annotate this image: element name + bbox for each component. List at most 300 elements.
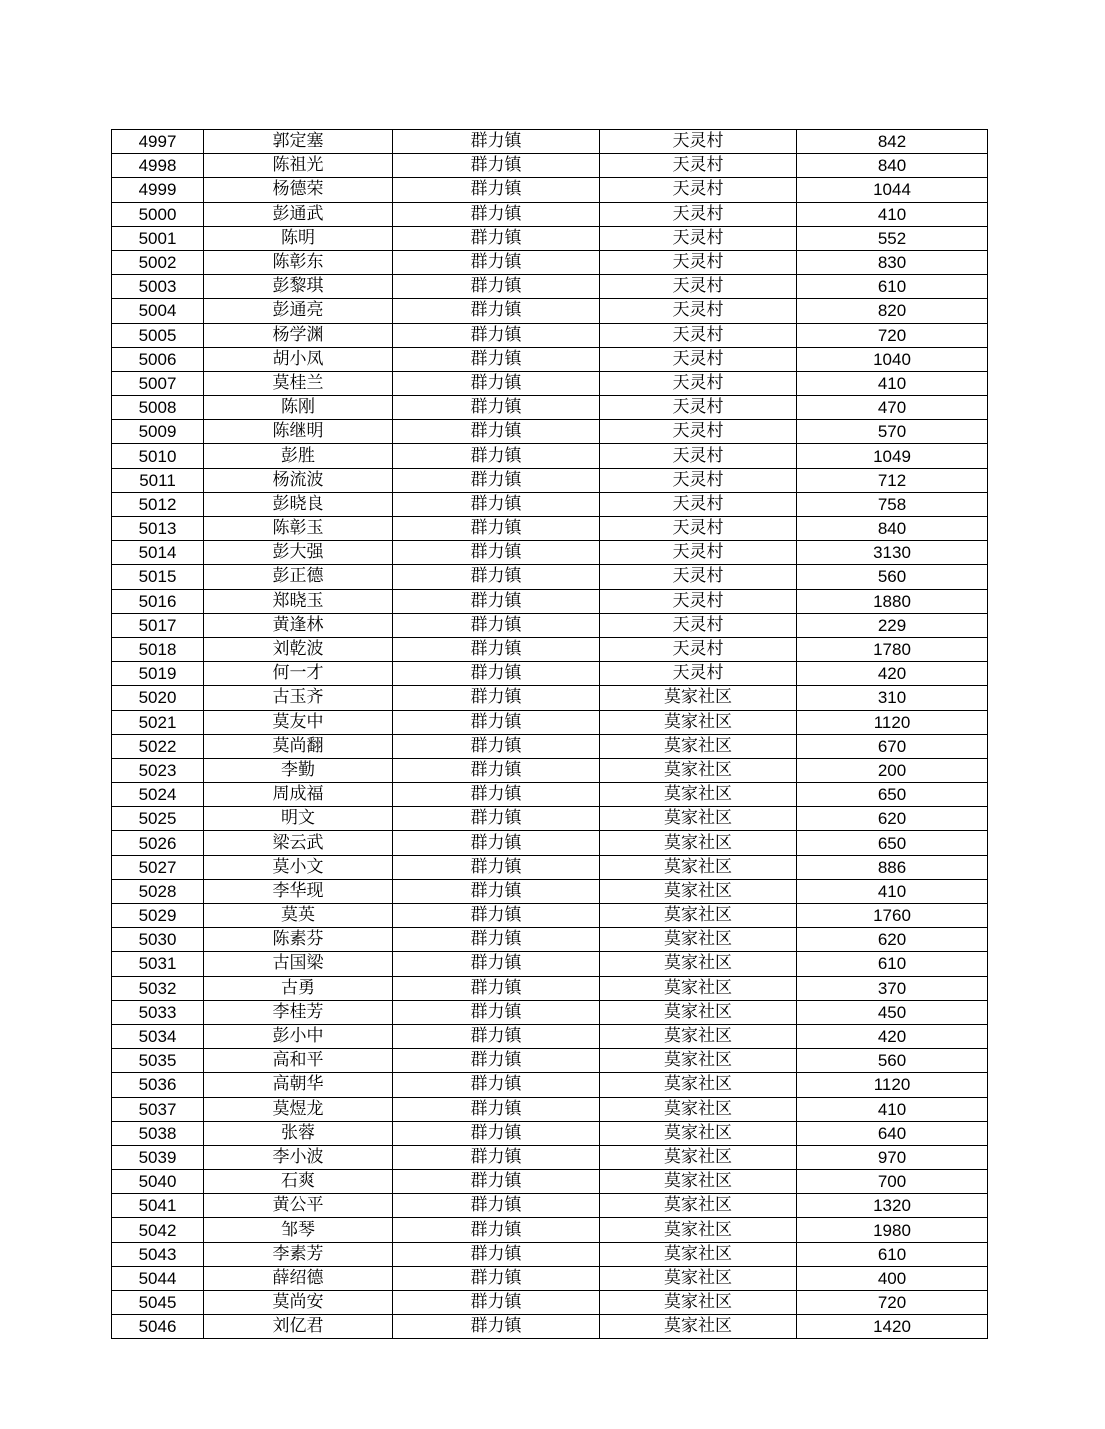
village-cell: 莫家社区 [600,1121,797,1145]
amount-cell: 1040 [797,347,988,371]
town-cell: 群力镇 [393,1242,600,1266]
amount-cell: 712 [797,468,988,492]
serial-number-cell: 4999 [112,178,204,202]
village-cell: 莫家社区 [600,1049,797,1073]
table-row [112,1218,988,1242]
amount-cell: 229 [797,613,988,637]
serial-number-cell: 5027 [112,855,204,879]
serial-number-cell: 5016 [112,589,204,613]
table-row [112,710,988,734]
name-cell: 梁云武 [204,831,393,855]
town-cell: 群力镇 [393,855,600,879]
name-cell: 李华现 [204,879,393,903]
village-cell: 莫家社区 [600,1266,797,1290]
name-cell: 莫友中 [204,710,393,734]
table-row [112,1242,988,1266]
name-cell: 石爽 [204,1170,393,1194]
name-cell: 李勤 [204,758,393,782]
serial-number-cell: 5038 [112,1121,204,1145]
amount-cell: 570 [797,420,988,444]
amount-cell: 410 [797,879,988,903]
village-cell: 天灵村 [600,226,797,250]
town-cell: 群力镇 [393,1073,600,1097]
name-cell: 彭大强 [204,541,393,565]
table-row [112,396,988,420]
table-row [112,565,988,589]
table-row [112,1073,988,1097]
serial-number-cell: 5044 [112,1266,204,1290]
name-cell: 杨学渊 [204,323,393,347]
amount-cell: 970 [797,1145,988,1169]
town-cell: 群力镇 [393,1049,600,1073]
town-cell: 群力镇 [393,928,600,952]
town-cell: 群力镇 [393,734,600,758]
village-cell: 天灵村 [600,130,797,154]
village-cell: 莫家社区 [600,855,797,879]
serial-number-cell: 5045 [112,1291,204,1315]
amount-cell: 370 [797,976,988,1000]
amount-cell: 3130 [797,541,988,565]
name-cell: 胡小凤 [204,347,393,371]
amount-cell: 450 [797,1000,988,1024]
village-cell: 天灵村 [600,299,797,323]
town-cell: 群力镇 [393,831,600,855]
village-cell: 莫家社区 [600,928,797,952]
table-row [112,202,988,226]
amount-cell: 700 [797,1170,988,1194]
serial-number-cell: 5021 [112,710,204,734]
village-cell: 天灵村 [600,202,797,226]
name-cell: 陈明 [204,226,393,250]
amount-cell: 1780 [797,637,988,661]
serial-number-cell: 5042 [112,1218,204,1242]
serial-number-cell: 5029 [112,904,204,928]
village-cell: 莫家社区 [600,1170,797,1194]
amount-cell: 1980 [797,1218,988,1242]
name-cell: 莫桂兰 [204,371,393,395]
serial-number-cell: 5025 [112,807,204,831]
town-cell: 群力镇 [393,275,600,299]
name-cell: 杨流波 [204,468,393,492]
name-cell: 郑晓玉 [204,589,393,613]
serial-number-cell: 5009 [112,420,204,444]
amount-cell: 720 [797,1291,988,1315]
name-cell: 郭定塞 [204,130,393,154]
serial-number-cell: 5019 [112,662,204,686]
town-cell: 群力镇 [393,202,600,226]
name-cell: 李素芳 [204,1242,393,1266]
town-cell: 群力镇 [393,589,600,613]
village-cell: 莫家社区 [600,710,797,734]
table-row [112,420,988,444]
amount-cell: 1120 [797,1073,988,1097]
town-cell: 群力镇 [393,1145,600,1169]
serial-number-cell: 5007 [112,371,204,395]
serial-number-cell: 5030 [112,928,204,952]
amount-cell: 842 [797,130,988,154]
town-cell: 群力镇 [393,613,600,637]
town-cell: 群力镇 [393,492,600,516]
records-table [111,129,988,1339]
town-cell: 群力镇 [393,686,600,710]
town-cell: 群力镇 [393,783,600,807]
name-cell: 莫英 [204,904,393,928]
name-cell: 薛绍德 [204,1266,393,1290]
village-cell: 莫家社区 [600,1194,797,1218]
serial-number-cell: 5013 [112,517,204,541]
village-cell: 天灵村 [600,662,797,686]
town-cell: 群力镇 [393,1194,600,1218]
table-row [112,928,988,952]
village-cell: 莫家社区 [600,1073,797,1097]
serial-number-cell: 5032 [112,976,204,1000]
town-cell: 群力镇 [393,444,600,468]
village-cell: 天灵村 [600,589,797,613]
village-cell: 天灵村 [600,541,797,565]
name-cell: 古勇 [204,976,393,1000]
table-row [112,323,988,347]
village-cell: 莫家社区 [600,758,797,782]
name-cell: 彭晓良 [204,492,393,516]
name-cell: 彭小中 [204,1024,393,1048]
town-cell: 群力镇 [393,250,600,274]
village-cell: 莫家社区 [600,1291,797,1315]
town-cell: 群力镇 [393,420,600,444]
serial-number-cell: 5026 [112,831,204,855]
amount-cell: 310 [797,686,988,710]
town-cell: 群力镇 [393,637,600,661]
serial-number-cell: 5039 [112,1145,204,1169]
village-cell: 天灵村 [600,396,797,420]
name-cell: 黄逢林 [204,613,393,637]
serial-number-cell: 5028 [112,879,204,903]
serial-number-cell: 5000 [112,202,204,226]
name-cell: 陈祖光 [204,154,393,178]
serial-number-cell: 5046 [112,1315,204,1339]
table-row [112,758,988,782]
serial-number-cell: 4998 [112,154,204,178]
town-cell: 群力镇 [393,347,600,371]
village-cell: 莫家社区 [600,1024,797,1048]
town-cell: 群力镇 [393,1000,600,1024]
town-cell: 群力镇 [393,323,600,347]
table-row [112,686,988,710]
table-row [112,1315,988,1339]
town-cell: 群力镇 [393,976,600,1000]
village-cell: 莫家社区 [600,904,797,928]
village-cell: 莫家社区 [600,783,797,807]
name-cell: 刘亿君 [204,1315,393,1339]
name-cell: 张蓉 [204,1121,393,1145]
table-row [112,783,988,807]
amount-cell: 650 [797,783,988,807]
town-cell: 群力镇 [393,396,600,420]
serial-number-cell: 5003 [112,275,204,299]
name-cell: 陈彰玉 [204,517,393,541]
amount-cell: 670 [797,734,988,758]
table-row [112,1145,988,1169]
village-cell: 莫家社区 [600,686,797,710]
table-row [112,1024,988,1048]
name-cell: 高和平 [204,1049,393,1073]
amount-cell: 1320 [797,1194,988,1218]
table-row [112,952,988,976]
amount-cell: 410 [797,1097,988,1121]
name-cell: 明文 [204,807,393,831]
village-cell: 天灵村 [600,275,797,299]
table-row [112,1097,988,1121]
village-cell: 莫家社区 [600,1145,797,1169]
serial-number-cell: 5010 [112,444,204,468]
town-cell: 群力镇 [393,299,600,323]
name-cell: 李小波 [204,1145,393,1169]
amount-cell: 830 [797,250,988,274]
name-cell: 莫煜龙 [204,1097,393,1121]
table-row [112,879,988,903]
name-cell: 黄公平 [204,1194,393,1218]
amount-cell: 420 [797,662,988,686]
name-cell: 莫尚安 [204,1291,393,1315]
village-cell: 天灵村 [600,178,797,202]
table-row [112,1291,988,1315]
table-row [112,371,988,395]
amount-cell: 1049 [797,444,988,468]
village-cell: 莫家社区 [600,952,797,976]
amount-cell: 1044 [797,178,988,202]
village-cell: 莫家社区 [600,1315,797,1339]
town-cell: 群力镇 [393,154,600,178]
serial-number-cell: 5014 [112,541,204,565]
table-row [112,589,988,613]
table-row [112,1266,988,1290]
name-cell: 彭通亮 [204,299,393,323]
serial-number-cell: 5022 [112,734,204,758]
table-row [112,637,988,661]
name-cell: 古国梁 [204,952,393,976]
serial-number-cell: 5033 [112,1000,204,1024]
village-cell: 天灵村 [600,613,797,637]
town-cell: 群力镇 [393,952,600,976]
records-table-body [112,130,988,1339]
serial-number-cell: 5015 [112,565,204,589]
table-row [112,904,988,928]
name-cell: 彭正德 [204,565,393,589]
village-cell: 天灵村 [600,492,797,516]
amount-cell: 420 [797,1024,988,1048]
amount-cell: 650 [797,831,988,855]
serial-number-cell: 5043 [112,1242,204,1266]
village-cell: 天灵村 [600,154,797,178]
serial-number-cell: 5020 [112,686,204,710]
village-cell: 天灵村 [600,444,797,468]
serial-number-cell: 5041 [112,1194,204,1218]
town-cell: 群力镇 [393,517,600,541]
village-cell: 天灵村 [600,517,797,541]
town-cell: 群力镇 [393,226,600,250]
town-cell: 群力镇 [393,904,600,928]
table-row [112,855,988,879]
village-cell: 天灵村 [600,468,797,492]
table-row [112,662,988,686]
serial-number-cell: 5008 [112,396,204,420]
village-cell: 天灵村 [600,565,797,589]
amount-cell: 610 [797,1242,988,1266]
amount-cell: 610 [797,275,988,299]
town-cell: 群力镇 [393,178,600,202]
serial-number-cell: 5024 [112,783,204,807]
table-row [112,976,988,1000]
town-cell: 群力镇 [393,371,600,395]
name-cell: 莫尚翻 [204,734,393,758]
table-row [112,734,988,758]
village-cell: 莫家社区 [600,807,797,831]
table-row [112,444,988,468]
town-cell: 群力镇 [393,710,600,734]
name-cell: 邹琴 [204,1218,393,1242]
serial-number-cell: 5035 [112,1049,204,1073]
village-cell: 天灵村 [600,347,797,371]
serial-number-cell: 5006 [112,347,204,371]
serial-number-cell: 5040 [112,1170,204,1194]
table-row [112,1170,988,1194]
name-cell: 杨德荣 [204,178,393,202]
amount-cell: 552 [797,226,988,250]
town-cell: 群力镇 [393,758,600,782]
serial-number-cell: 5011 [112,468,204,492]
table-row [112,517,988,541]
serial-number-cell: 5031 [112,952,204,976]
amount-cell: 640 [797,1121,988,1145]
table-row [112,1049,988,1073]
amount-cell: 410 [797,371,988,395]
village-cell: 莫家社区 [600,831,797,855]
name-cell: 何一才 [204,662,393,686]
village-cell: 莫家社区 [600,879,797,903]
town-cell: 群力镇 [393,662,600,686]
town-cell: 群力镇 [393,1170,600,1194]
amount-cell: 840 [797,154,988,178]
town-cell: 群力镇 [393,1121,600,1145]
name-cell: 莫小文 [204,855,393,879]
village-cell: 莫家社区 [600,1097,797,1121]
amount-cell: 720 [797,323,988,347]
serial-number-cell: 5036 [112,1073,204,1097]
name-cell: 陈素芬 [204,928,393,952]
table-row [112,492,988,516]
village-cell: 莫家社区 [600,976,797,1000]
amount-cell: 560 [797,565,988,589]
serial-number-cell: 5001 [112,226,204,250]
town-cell: 群力镇 [393,807,600,831]
name-cell: 陈刚 [204,396,393,420]
town-cell: 群力镇 [393,1315,600,1339]
table-row [112,831,988,855]
village-cell: 天灵村 [600,420,797,444]
table-row [112,275,988,299]
table-row [112,130,988,154]
town-cell: 群力镇 [393,130,600,154]
village-cell: 天灵村 [600,637,797,661]
village-cell: 天灵村 [600,250,797,274]
serial-number-cell: 4997 [112,130,204,154]
amount-cell: 200 [797,758,988,782]
table-row [112,613,988,637]
name-cell: 陈彰东 [204,250,393,274]
amount-cell: 1880 [797,589,988,613]
table-row [112,299,988,323]
table-row [112,226,988,250]
town-cell: 群力镇 [393,1024,600,1048]
name-cell: 李桂芳 [204,1000,393,1024]
table-row [112,1121,988,1145]
amount-cell: 610 [797,952,988,976]
name-cell: 周成福 [204,783,393,807]
serial-number-cell: 5005 [112,323,204,347]
village-cell: 天灵村 [600,371,797,395]
town-cell: 群力镇 [393,1291,600,1315]
amount-cell: 1760 [797,904,988,928]
town-cell: 群力镇 [393,1266,600,1290]
amount-cell: 1420 [797,1315,988,1339]
name-cell: 彭胜 [204,444,393,468]
serial-number-cell: 5023 [112,758,204,782]
table-row [112,250,988,274]
table-row [112,541,988,565]
amount-cell: 1120 [797,710,988,734]
serial-number-cell: 5017 [112,613,204,637]
amount-cell: 560 [797,1049,988,1073]
table-row [112,178,988,202]
name-cell: 刘乾波 [204,637,393,661]
village-cell: 莫家社区 [600,1218,797,1242]
town-cell: 群力镇 [393,879,600,903]
amount-cell: 620 [797,807,988,831]
village-cell: 天灵村 [600,323,797,347]
name-cell: 高朝华 [204,1073,393,1097]
amount-cell: 410 [797,202,988,226]
table-row [112,468,988,492]
village-cell: 莫家社区 [600,1000,797,1024]
amount-cell: 620 [797,928,988,952]
table-row [112,1000,988,1024]
town-cell: 群力镇 [393,468,600,492]
town-cell: 群力镇 [393,1097,600,1121]
serial-number-cell: 5012 [112,492,204,516]
name-cell: 彭黎琪 [204,275,393,299]
amount-cell: 886 [797,855,988,879]
name-cell: 古玉齐 [204,686,393,710]
name-cell: 彭通武 [204,202,393,226]
amount-cell: 400 [797,1266,988,1290]
name-cell: 陈继明 [204,420,393,444]
village-cell: 莫家社区 [600,1242,797,1266]
serial-number-cell: 5037 [112,1097,204,1121]
town-cell: 群力镇 [393,1218,600,1242]
amount-cell: 840 [797,517,988,541]
table-row [112,807,988,831]
town-cell: 群力镇 [393,565,600,589]
amount-cell: 470 [797,396,988,420]
table-row [112,154,988,178]
serial-number-cell: 5002 [112,250,204,274]
village-cell: 莫家社区 [600,734,797,758]
table-row [112,347,988,371]
serial-number-cell: 5018 [112,637,204,661]
amount-cell: 820 [797,299,988,323]
town-cell: 群力镇 [393,541,600,565]
table-row [112,1194,988,1218]
amount-cell: 758 [797,492,988,516]
